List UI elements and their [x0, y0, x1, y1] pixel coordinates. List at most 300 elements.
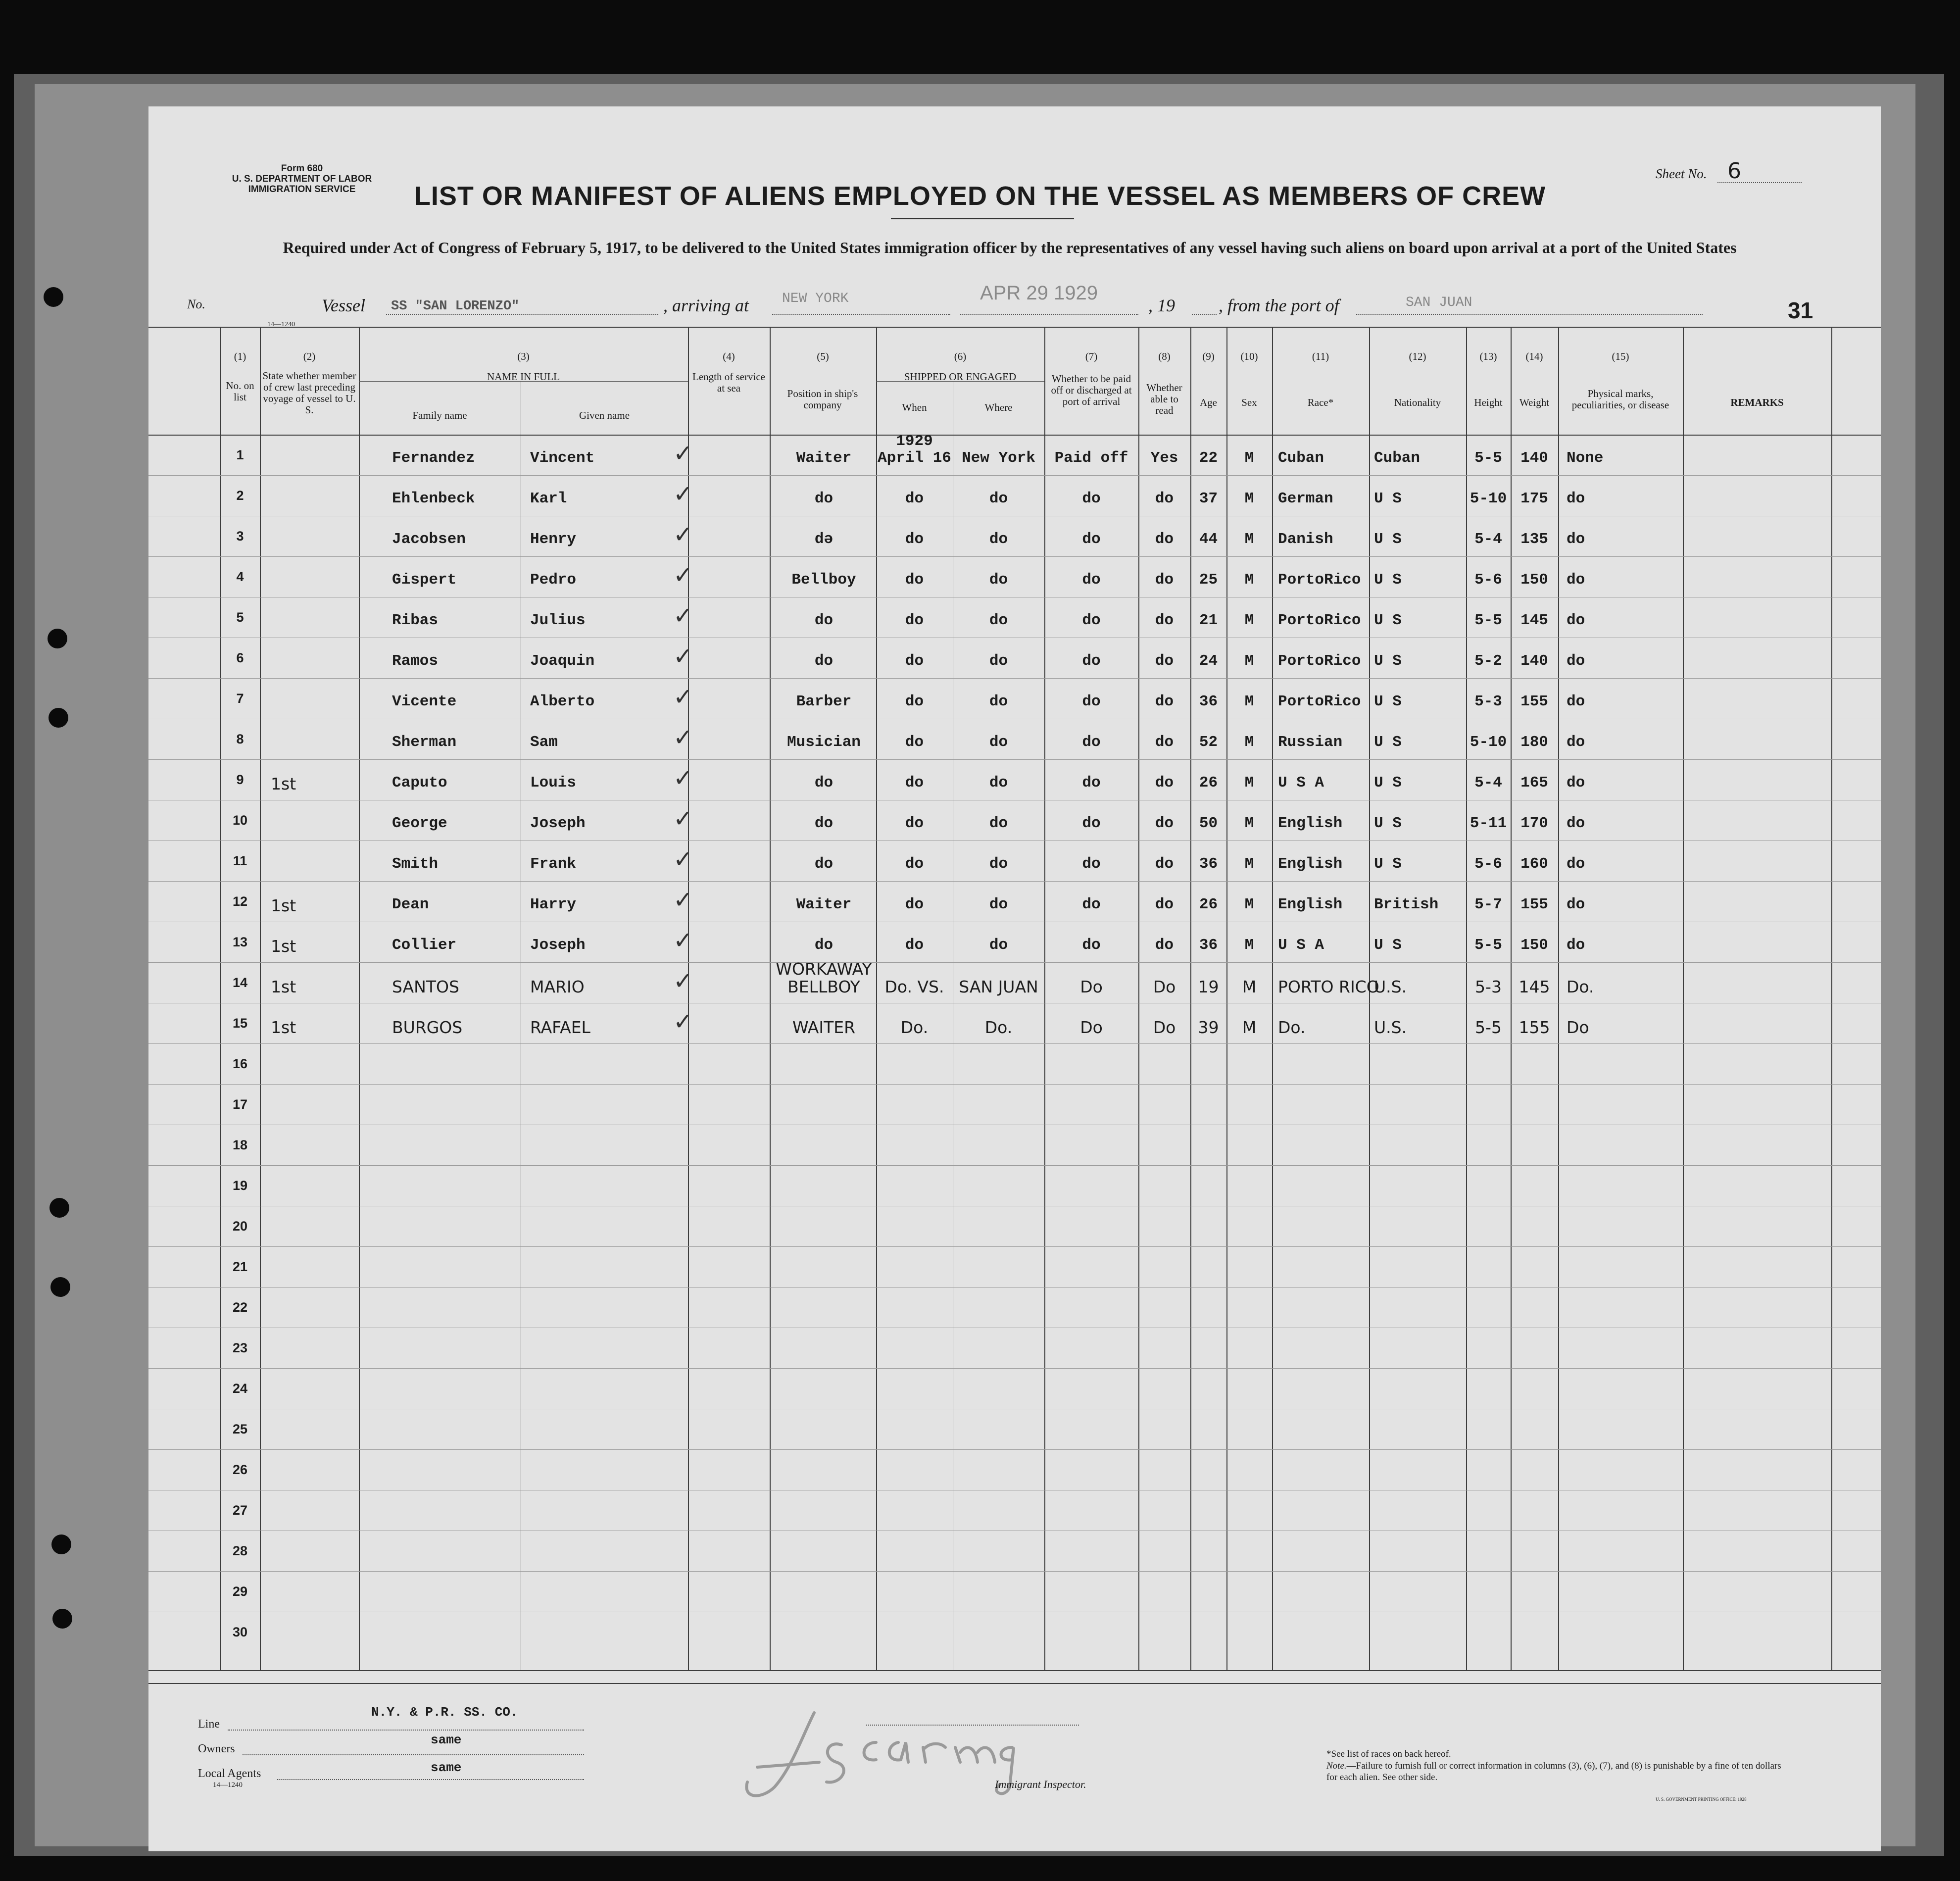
cell-marks: do — [1567, 652, 1585, 670]
row-number: 18 — [232, 1138, 248, 1152]
cell-read: do — [1155, 490, 1174, 507]
row-number: 13 — [232, 935, 248, 949]
checkmark-icon: ✓ — [673, 1008, 693, 1036]
cell-position: Waiter — [796, 896, 852, 913]
cell-race: U S A — [1278, 937, 1324, 954]
crew-table — [148, 327, 1881, 1678]
cell-where: do — [989, 490, 1008, 507]
row-rule — [148, 1165, 1881, 1166]
row-number: 15 — [232, 1016, 248, 1031]
agents-fill — [277, 1779, 584, 1780]
column-number: (14) — [1525, 350, 1543, 362]
checkmark-icon: ✓ — [673, 440, 693, 467]
column-number: (10) — [1240, 350, 1258, 362]
cell-read: do — [1155, 652, 1174, 670]
cell-where: SAN JUAN — [959, 977, 1038, 996]
cell-age: 52 — [1199, 734, 1218, 751]
arriving-line — [772, 314, 950, 315]
cell-nationality: U S — [1374, 612, 1402, 629]
sheet-number: 6 — [1727, 158, 1741, 184]
cell-weight: 150 — [1520, 571, 1548, 589]
cell-nationality: U S — [1374, 855, 1402, 873]
cell-race: PORTO RICO — [1278, 977, 1379, 996]
cell-marks: do — [1567, 734, 1585, 751]
binder-hole — [52, 1609, 72, 1629]
row-number: 5 — [236, 610, 244, 625]
row-number: 24 — [232, 1381, 248, 1396]
cell-read: do — [1155, 815, 1174, 832]
checkmark-icon: ✓ — [673, 967, 693, 995]
footer-form-code: 14—1240 — [213, 1781, 243, 1789]
header-bottom-rule — [148, 435, 1881, 436]
cell-prev: 1st — [271, 1018, 296, 1037]
cell-sex: M — [1244, 612, 1254, 629]
cell-weight: 165 — [1520, 774, 1548, 792]
binder-hole — [50, 1277, 70, 1297]
row-number: 30 — [232, 1625, 248, 1639]
checkmark-icon: ✓ — [673, 602, 693, 630]
cell-prev: 1st — [271, 896, 296, 915]
cell-given: Joaquin — [530, 652, 595, 670]
cell-nationality: Cuban — [1374, 449, 1421, 467]
cell-nationality: U S — [1374, 571, 1402, 589]
checkmark-icon: ✓ — [673, 561, 693, 589]
cell-position: do — [814, 855, 833, 873]
header-sex: Sex — [1241, 396, 1257, 408]
cell-family: SANTOS — [392, 977, 459, 996]
cell-height: 5-5 — [1475, 1018, 1502, 1037]
column-number: (13) — [1479, 350, 1497, 362]
cell-read: do — [1155, 896, 1174, 913]
note-label: Note. — [1326, 1761, 1347, 1771]
header-nationality: Nationality — [1394, 396, 1441, 408]
column-rule — [1272, 327, 1273, 1670]
cell-prev: 1st — [271, 937, 296, 956]
inspector-signature — [728, 1693, 1074, 1812]
cell-age: 24 — [1199, 652, 1218, 670]
column-number: (11) — [1312, 350, 1329, 362]
note-text: —Failure to furnish full or correct information in columns (3), (6), (7), and (8) is punishable by a fine of ten dollars for each alien. See other side. — [1326, 1761, 1781, 1782]
cell-weight: 155 — [1520, 693, 1548, 710]
row-rule — [148, 1084, 1881, 1085]
row-number: 25 — [232, 1422, 248, 1436]
cell-position: Musician — [787, 734, 861, 751]
cell-race: Cuban — [1278, 449, 1324, 467]
cell-sex: M — [1244, 490, 1254, 507]
cell-family: George — [392, 815, 447, 832]
cell-given: Frank — [530, 855, 577, 873]
cell-where: do — [989, 774, 1008, 792]
cell-weight: 180 — [1520, 734, 1548, 751]
cell-sex: M — [1244, 531, 1254, 548]
cell-read: do — [1155, 774, 1174, 792]
cell-marks: do — [1567, 531, 1585, 548]
checkmark-icon: ✓ — [673, 764, 693, 792]
cell-paid: do — [1082, 652, 1101, 670]
row-number: 6 — [236, 650, 244, 665]
cell-position: dǝ — [814, 531, 833, 548]
header-weight: Weight — [1519, 396, 1550, 408]
cell-read: do — [1155, 571, 1174, 589]
cell-weight: 135 — [1520, 531, 1548, 548]
cell-given: Vincent — [530, 449, 595, 467]
cell-sex: M — [1244, 855, 1254, 873]
cell-where: do — [989, 855, 1008, 873]
column-rule — [1226, 327, 1227, 1670]
cell-marks: None — [1567, 449, 1604, 467]
form-line: U. S. DEPARTMENT OF LABOR — [232, 174, 372, 184]
checkmark-icon: ✓ — [673, 724, 693, 751]
cell-height: 5-7 — [1474, 896, 1502, 913]
cell-prev: 1st — [271, 977, 296, 996]
cell-marks: do — [1567, 937, 1585, 954]
cell-paid: do — [1082, 774, 1101, 792]
column-rule — [260, 327, 261, 1670]
cell-when: April 16 — [878, 449, 951, 467]
cell-age: 22 — [1199, 449, 1218, 467]
cell-family: Smith — [392, 855, 439, 873]
cell-family: Ribas — [392, 612, 439, 629]
vessel-line — [386, 314, 658, 315]
cell-family: BURGOS — [392, 1018, 463, 1037]
owners-fill — [243, 1754, 584, 1755]
cell-given: Joseph — [530, 815, 586, 832]
cell-position: do — [814, 815, 833, 832]
cell-race: PortoRico — [1278, 612, 1361, 629]
cell-height: 5-4 — [1474, 531, 1502, 548]
cell-height: 5-6 — [1474, 571, 1502, 589]
cell-height: 5-10 — [1470, 490, 1507, 507]
cell-position: Waiter — [796, 449, 852, 467]
row-rule — [148, 1449, 1881, 1450]
row-number: 11 — [233, 853, 247, 868]
row-number: 4 — [236, 569, 244, 584]
cell-paid: Do — [1080, 1018, 1103, 1037]
column-number: (1) — [234, 350, 246, 362]
cell-race: Danish — [1278, 531, 1333, 548]
cell-marks: do — [1567, 490, 1585, 507]
cell-race: English — [1278, 896, 1343, 913]
cell-sex: M — [1244, 449, 1254, 467]
no-label: No. — [187, 297, 205, 311]
cell-family: Vicente — [392, 693, 457, 710]
row-number: 20 — [232, 1219, 248, 1234]
cell-given: Henry — [530, 531, 577, 548]
column-number: (15) — [1612, 350, 1629, 362]
header-age: Age — [1200, 396, 1217, 408]
page-subtitle: Required under Act of Congress of February 5, 1917, to be delivered to the United States immigration officer by the representatives of any vessel having such aliens on board upon arrival at a port of the United States — [283, 239, 1737, 256]
line-label: Line — [198, 1718, 220, 1731]
sheet-number-line — [1717, 182, 1802, 183]
cell-position: Barber — [796, 693, 852, 710]
column-rule — [1190, 327, 1191, 1670]
cell-family: Gispert — [392, 571, 457, 589]
cell-race: PortoRico — [1278, 693, 1361, 710]
vessel-name: SS "SAN LORENZO" — [391, 299, 520, 314]
binder-hole — [49, 1198, 69, 1218]
cell-position: do — [814, 937, 833, 954]
column-number: (4) — [723, 350, 735, 362]
from-line — [1356, 314, 1703, 315]
binder-hole — [48, 629, 67, 648]
cell-paid: do — [1082, 937, 1101, 954]
year-line — [1192, 314, 1217, 315]
cell-nationality: U S — [1374, 937, 1402, 954]
cell-marks: do — [1567, 693, 1585, 710]
header-previous-voyage: State whether member of crew last preceding voyage of vessel to U. S. — [262, 370, 356, 416]
column-number: (8) — [1158, 350, 1171, 362]
row-number: 14 — [232, 975, 248, 990]
checkmark-icon: ✓ — [673, 683, 693, 711]
cell-height: 5-11 — [1470, 815, 1507, 832]
cell-age: 39 — [1198, 1018, 1219, 1037]
cell-when: do — [905, 693, 924, 710]
cell-paid: do — [1082, 896, 1101, 913]
cell-family: Sherman — [392, 734, 457, 751]
cell-when: do — [905, 937, 924, 954]
cell-age: 26 — [1199, 774, 1218, 792]
inspector-label: Immigrant Inspector. — [995, 1778, 1086, 1790]
column-number: (6) — [954, 350, 967, 362]
cell-race: Russian — [1278, 734, 1343, 751]
cell-where: New York — [962, 449, 1035, 467]
vessel-label: Vessel — [322, 296, 365, 315]
row-rule — [148, 1043, 1881, 1044]
cell-marks: do — [1567, 896, 1585, 913]
cell-family: Collier — [392, 937, 457, 954]
row-number: 8 — [236, 732, 244, 746]
cell-marks: Do. — [1567, 977, 1594, 996]
row-rule — [148, 556, 1881, 557]
cell-race: German — [1278, 490, 1333, 507]
header-family-name: Family name — [412, 409, 467, 421]
arriving-port: NEW YORK — [782, 291, 849, 306]
cell-age: 26 — [1199, 896, 1218, 913]
column-rule — [359, 327, 360, 1670]
cell-weight: 140 — [1520, 449, 1548, 467]
cell-where: do — [989, 612, 1008, 629]
header-race: Race* — [1307, 396, 1334, 408]
row-rule — [148, 475, 1881, 476]
cell-nationality: U.S. — [1374, 977, 1407, 996]
cell-race: PortoRico — [1278, 571, 1361, 589]
cell-read: Do — [1153, 977, 1176, 996]
form-line: IMMIGRATION SERVICE — [248, 184, 356, 195]
cell-sex: M — [1244, 937, 1254, 954]
row-number: 27 — [232, 1503, 248, 1518]
cell-when: do — [905, 612, 924, 629]
cell-age: 37 — [1199, 490, 1218, 507]
cell-when: do — [905, 855, 924, 873]
cell-given: Joseph — [530, 937, 586, 954]
cell-age: 36 — [1199, 937, 1218, 954]
row-number: 21 — [232, 1259, 248, 1274]
from-label: , from the port of — [1219, 296, 1339, 315]
cell-height: 5-4 — [1474, 774, 1502, 792]
cell-age: 36 — [1199, 693, 1218, 710]
column-number: (7) — [1085, 350, 1098, 362]
cell-weight: 175 — [1520, 490, 1548, 507]
cell-weight: 140 — [1520, 652, 1548, 670]
line-value: N.Y. & P.R. SS. CO. — [371, 1705, 518, 1720]
header-remarks: REMARKS — [1730, 396, 1784, 408]
cell-height: 5-3 — [1475, 977, 1502, 996]
cell-where: do — [989, 896, 1008, 913]
cell-family: Caputo — [392, 774, 447, 792]
row-number: 12 — [232, 894, 248, 909]
cell-race: Do. — [1278, 1018, 1306, 1037]
cell-read: do — [1155, 937, 1174, 954]
row-rule — [148, 881, 1881, 882]
cell-age: 36 — [1199, 855, 1218, 873]
cell-nationality: U S — [1374, 734, 1402, 751]
cell-height: 5-5 — [1474, 449, 1502, 467]
binder-hole — [51, 1534, 71, 1554]
cell-position-top: WORKAWAY — [776, 959, 872, 979]
row-number: 23 — [232, 1340, 248, 1355]
row-rule — [148, 1368, 1881, 1369]
header-name-in-full: NAME IN FULL — [487, 371, 560, 383]
title-rule — [891, 218, 1074, 219]
cell-read: do — [1155, 693, 1174, 710]
cell-position: do — [814, 490, 833, 507]
cell-given: Louis — [530, 774, 577, 792]
cell-paid: do — [1082, 693, 1101, 710]
agents-label: Local Agents — [198, 1767, 261, 1780]
table-top-rule — [148, 327, 1881, 328]
checkmark-icon: ✓ — [673, 805, 693, 833]
cell-weight: 155 — [1519, 1018, 1550, 1037]
cell-nationality: U S — [1374, 652, 1402, 670]
cell-height: 5-10 — [1470, 734, 1507, 751]
cell-nationality: U S — [1374, 490, 1402, 507]
column-rule — [1831, 327, 1832, 1670]
cell-marks: do — [1567, 774, 1585, 792]
cell-race: U S A — [1278, 774, 1324, 792]
cell-weight: 160 — [1520, 855, 1548, 873]
cell-when: do — [905, 490, 924, 507]
cell-where: do — [989, 652, 1008, 670]
cell-marks: do — [1567, 855, 1585, 873]
table-bottom-rule — [148, 1670, 1881, 1671]
cell-paid: do — [1082, 855, 1101, 873]
row-number: 2 — [236, 488, 244, 503]
column-rule — [1369, 327, 1370, 1670]
cell-where: do — [989, 571, 1008, 589]
cell-paid: do — [1082, 815, 1101, 832]
cell-nationality: British — [1374, 896, 1439, 913]
header-where: Where — [984, 401, 1013, 413]
column-rule — [1558, 327, 1559, 1670]
row-number: 17 — [232, 1097, 248, 1112]
row-number: 19 — [232, 1178, 248, 1193]
cell-weight: 170 — [1520, 815, 1548, 832]
owners-value: same — [431, 1732, 462, 1747]
cell-age: 50 — [1199, 815, 1218, 832]
column-number: (12) — [1409, 350, 1426, 362]
checkmark-icon: ✓ — [673, 480, 693, 508]
header-shipped-or-engaged: SHIPPED OR ENGAGED — [904, 371, 1017, 383]
row-number: 9 — [236, 772, 244, 787]
cell-weight: 155 — [1520, 896, 1548, 913]
printing-office: U. S. GOVERNMENT PRINTING OFFICE: 1928 — [1656, 1797, 1747, 1802]
header-length-of-service: Length of service at sea — [692, 371, 765, 394]
cell-position: WAITER — [792, 1018, 856, 1037]
row-rule — [148, 962, 1881, 963]
cell-when: do — [905, 734, 924, 751]
cell-paid: do — [1082, 490, 1101, 507]
cell-family: Fernandez — [392, 449, 475, 467]
signature-line — [866, 1725, 1079, 1726]
column-rule — [876, 327, 877, 1670]
row-number: 16 — [232, 1056, 248, 1071]
row-number: 29 — [232, 1584, 248, 1599]
page-number: 31 — [1788, 297, 1813, 323]
cell-paid: do — [1082, 531, 1101, 548]
cell-weight: 150 — [1520, 937, 1548, 954]
cell-height: 5-5 — [1474, 612, 1502, 629]
cell-when: do — [905, 531, 924, 548]
cell-sex: M — [1242, 977, 1257, 996]
cell-read: do — [1155, 855, 1174, 873]
cell-when: do — [905, 774, 924, 792]
cell-when-year: 1929 — [896, 433, 933, 450]
line-fill — [228, 1730, 584, 1731]
cell-where: do — [989, 734, 1008, 751]
cell-marks: do — [1567, 571, 1585, 589]
cell-when: do — [905, 571, 924, 589]
checkmark-icon: ✓ — [673, 845, 693, 873]
cell-given: Pedro — [530, 571, 577, 589]
row-number: 1 — [236, 447, 244, 462]
cell-sex: M — [1244, 571, 1254, 589]
cell-paid: do — [1082, 734, 1101, 751]
cell-nationality: U S — [1374, 693, 1402, 710]
cell-age: 25 — [1199, 571, 1218, 589]
cell-marks: Do — [1567, 1018, 1589, 1037]
row-number: 7 — [236, 691, 244, 706]
cell-paid: Do — [1080, 977, 1103, 996]
cell-read: Do — [1153, 1018, 1176, 1037]
row-number: 22 — [232, 1300, 248, 1315]
header-able-to-read: Whether able to read — [1146, 382, 1182, 416]
header-when: When — [902, 401, 927, 413]
checkmark-icon: ✓ — [673, 521, 693, 548]
cell-position: Bellboy — [791, 571, 856, 589]
cell-family: Ehlenbeck — [392, 490, 475, 507]
header-height: Height — [1474, 396, 1503, 408]
cell-read: Yes — [1150, 449, 1178, 467]
cell-race: PortoRico — [1278, 652, 1361, 670]
header-paid-off: Whether to be paid off or discharged at port of arrival — [1051, 373, 1132, 407]
cell-family: Ramos — [392, 652, 439, 670]
cell-age: 21 — [1199, 612, 1218, 629]
binder-hole — [49, 708, 68, 728]
cell-position: do — [814, 612, 833, 629]
cell-height: 5-6 — [1474, 855, 1502, 873]
row-rule — [148, 1571, 1881, 1572]
cell-marks: do — [1567, 612, 1585, 629]
cell-family: Jacobsen — [392, 531, 466, 548]
cell-when: Do. VS. — [884, 977, 944, 996]
header-no-on-list: No. on list — [226, 380, 254, 403]
column-rule — [1683, 327, 1684, 1670]
column-number: (2) — [303, 350, 316, 362]
binder-hole — [44, 287, 63, 307]
cell-weight: 145 — [1519, 977, 1550, 996]
cell-when: Do. — [900, 1018, 929, 1037]
cell-where: do — [989, 531, 1008, 548]
